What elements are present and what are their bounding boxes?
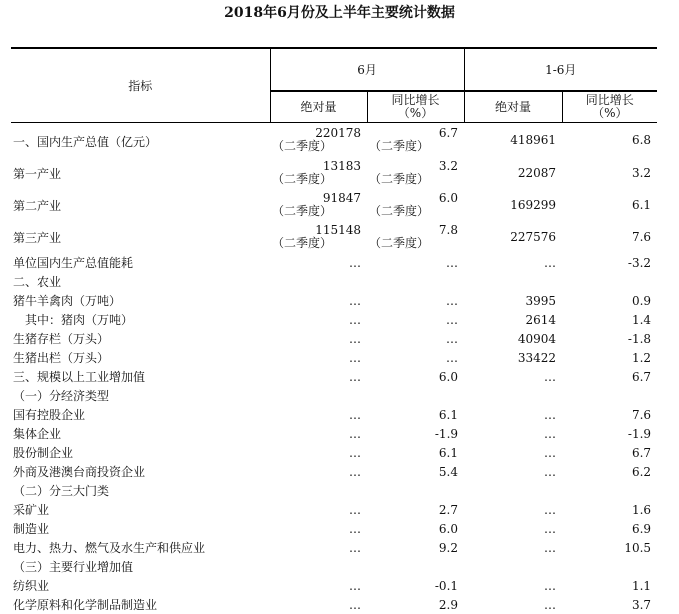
h1-absolute-cell: 2614 xyxy=(464,310,562,329)
row-label: 第一产业 xyxy=(11,157,270,189)
june-yoy-cell: 2.9 xyxy=(367,595,464,614)
header-yoy-line1: 同比增长 xyxy=(563,94,658,107)
h1-absolute-cell: 3995 xyxy=(464,291,562,310)
june-yoy-cell xyxy=(367,221,464,253)
row-label: 采矿业 xyxy=(11,500,270,519)
h1-absolute-cell: 169299 xyxy=(464,189,562,221)
row-label: 集体企业 xyxy=(11,424,270,443)
june-yoy-cell: 6.0 xyxy=(367,519,464,538)
h1-yoy-cell: 7.6 xyxy=(562,405,657,424)
header-june-absolute: 绝对量 xyxy=(270,91,367,123)
table-row xyxy=(11,519,657,538)
june-absolute-cell: … xyxy=(270,367,367,386)
row-label: 猪牛羊禽肉（万吨） xyxy=(11,291,270,310)
row-label: 第二产业 xyxy=(11,189,270,221)
h1-yoy-cell: -1.9 xyxy=(562,424,657,443)
h1-yoy-cell: 7.6 xyxy=(562,221,657,253)
h1-absolute-cell xyxy=(464,272,562,291)
row-label: 外商及港澳台商投资企业 xyxy=(11,462,270,481)
h1-absolute-cell xyxy=(464,386,562,405)
table-row xyxy=(11,500,657,519)
table-row xyxy=(11,348,657,367)
table-row xyxy=(11,481,657,500)
header-h1: 1-6月 xyxy=(464,48,657,91)
h1-absolute-cell xyxy=(464,481,562,500)
h1-yoy-cell: 1.6 xyxy=(562,500,657,519)
row-label: 国有控股企业 xyxy=(11,405,270,424)
june-absolute-cell: … xyxy=(270,405,367,424)
header-june-yoy xyxy=(367,91,464,123)
june-absolute-cell xyxy=(270,221,367,253)
row-label: （一）分经济类型 xyxy=(11,386,270,405)
june-yoy-cell xyxy=(367,481,464,500)
h1-yoy-cell: 6.2 xyxy=(562,462,657,481)
statistics-table xyxy=(11,47,657,614)
table-row xyxy=(11,272,657,291)
june-absolute-cell: … xyxy=(270,576,367,595)
row-label: 单位国内生产总值能耗 xyxy=(11,253,270,272)
row-label: （二）分三大门类 xyxy=(11,481,270,500)
h1-yoy-cell: -3.2 xyxy=(562,253,657,272)
june-absolute-cell xyxy=(270,123,367,158)
header-indicator: 指标 xyxy=(11,48,270,123)
june-absolute-cell: … xyxy=(270,500,367,519)
row-label: （三）主要行业增加值 xyxy=(11,557,270,576)
h1-yoy-cell: 1.4 xyxy=(562,310,657,329)
june-absolute-cell: … xyxy=(270,253,367,272)
june-absolute-cell xyxy=(270,157,367,189)
h1-absolute-cell: … xyxy=(464,367,562,386)
table-row xyxy=(11,557,657,576)
june-yoy-cell: -0.1 xyxy=(367,576,464,595)
cell-note: （二季度） xyxy=(270,205,361,218)
h1-yoy-cell: -1.8 xyxy=(562,329,657,348)
row-label: 制造业 xyxy=(11,519,270,538)
cell-value: 6.0 xyxy=(367,192,458,205)
row-label: 三、规模以上工业增加值 xyxy=(11,367,270,386)
june-yoy-cell: … xyxy=(367,291,464,310)
june-yoy-cell xyxy=(367,123,464,158)
h1-yoy-cell xyxy=(562,272,657,291)
row-label: 第三产业 xyxy=(11,221,270,253)
cell-note: （二季度） xyxy=(270,140,361,153)
june-absolute-cell: … xyxy=(270,462,367,481)
cell-note: （二季度） xyxy=(367,140,458,153)
table-row xyxy=(11,189,657,221)
h1-yoy-cell: 6.7 xyxy=(562,443,657,462)
table-row xyxy=(11,386,657,405)
june-absolute-cell xyxy=(270,189,367,221)
june-absolute-cell xyxy=(270,386,367,405)
page-title: 2018年6月份及上半年主要统计数据 xyxy=(0,2,679,22)
row-label: 化学原料和化学制品制造业 xyxy=(11,595,270,614)
h1-yoy-cell xyxy=(562,386,657,405)
june-absolute-cell: … xyxy=(270,519,367,538)
cell-note: （二季度） xyxy=(367,237,458,250)
table-row xyxy=(11,462,657,481)
h1-absolute-cell: 40904 xyxy=(464,329,562,348)
table-row xyxy=(11,538,657,557)
header-h1-absolute: 绝对量 xyxy=(464,91,562,123)
june-yoy-cell: … xyxy=(367,329,464,348)
h1-absolute-cell xyxy=(464,557,562,576)
june-yoy-cell xyxy=(367,157,464,189)
cell-note: （二季度） xyxy=(270,237,361,250)
cell-value: 7.8 xyxy=(367,224,458,237)
cell-value: 13183 xyxy=(270,160,361,173)
h1-absolute-cell: 418961 xyxy=(464,123,562,158)
h1-yoy-cell: 3.7 xyxy=(562,595,657,614)
june-yoy-cell: 6.1 xyxy=(367,405,464,424)
h1-absolute-cell: … xyxy=(464,424,562,443)
h1-absolute-cell: … xyxy=(464,538,562,557)
june-yoy-cell: -1.9 xyxy=(367,424,464,443)
row-label: 生猪存栏（万头） xyxy=(11,329,270,348)
june-yoy-cell: … xyxy=(367,348,464,367)
row-label: 电力、热力、燃气及水生产和供应业 xyxy=(11,538,270,557)
table-row xyxy=(11,367,657,386)
june-absolute-cell: … xyxy=(270,538,367,557)
row-label: 其中：猪肉（万吨） xyxy=(11,310,270,329)
h1-absolute-cell: 227576 xyxy=(464,221,562,253)
table-row xyxy=(11,576,657,595)
table-row xyxy=(11,253,657,272)
h1-yoy-cell: 0.9 xyxy=(562,291,657,310)
h1-yoy-cell: 1.1 xyxy=(562,576,657,595)
table-row xyxy=(11,221,657,253)
cell-value: 220178 xyxy=(270,127,361,140)
june-absolute-cell: … xyxy=(270,348,367,367)
h1-yoy-cell: 6.8 xyxy=(562,123,657,158)
h1-absolute-cell: … xyxy=(464,595,562,614)
h1-yoy-cell: 6.9 xyxy=(562,519,657,538)
june-yoy-cell: … xyxy=(367,253,464,272)
header-yoy-line1: 同比增长 xyxy=(368,94,464,107)
h1-absolute-cell: 22087 xyxy=(464,157,562,189)
table-row xyxy=(11,157,657,189)
june-absolute-cell: … xyxy=(270,291,367,310)
june-yoy-cell: 6.1 xyxy=(367,443,464,462)
table-row xyxy=(11,291,657,310)
h1-absolute-cell: … xyxy=(464,519,562,538)
h1-absolute-cell: 33422 xyxy=(464,348,562,367)
row-label: 生猪出栏（万头） xyxy=(11,348,270,367)
h1-yoy-cell: 3.2 xyxy=(562,157,657,189)
cell-note: （二季度） xyxy=(270,173,361,186)
h1-yoy-cell: 6.7 xyxy=(562,367,657,386)
june-yoy-cell xyxy=(367,557,464,576)
h1-yoy-cell xyxy=(562,557,657,576)
june-yoy-cell xyxy=(367,189,464,221)
cell-note: （二季度） xyxy=(367,205,458,218)
june-yoy-cell: 9.2 xyxy=(367,538,464,557)
table-row xyxy=(11,443,657,462)
june-yoy-cell xyxy=(367,272,464,291)
table-body xyxy=(11,123,657,614)
header-h1-yoy xyxy=(562,91,657,123)
cell-value: 6.7 xyxy=(367,127,458,140)
june-yoy-cell: 6.0 xyxy=(367,367,464,386)
june-absolute-cell: … xyxy=(270,310,367,329)
h1-absolute-cell: … xyxy=(464,500,562,519)
table-row xyxy=(11,405,657,424)
h1-yoy-cell: 10.5 xyxy=(562,538,657,557)
header-yoy-line2: （%） xyxy=(563,107,658,120)
june-absolute-cell: … xyxy=(270,595,367,614)
june-absolute-cell xyxy=(270,557,367,576)
row-label: 纺织业 xyxy=(11,576,270,595)
h1-yoy-cell xyxy=(562,481,657,500)
june-yoy-cell: 5.4 xyxy=(367,462,464,481)
cell-value: 3.2 xyxy=(367,160,458,173)
june-yoy-cell: 2.7 xyxy=(367,500,464,519)
h1-absolute-cell: … xyxy=(464,576,562,595)
row-label: 一、国内生产总值（亿元） xyxy=(11,123,270,158)
h1-yoy-cell: 6.1 xyxy=(562,189,657,221)
june-absolute-cell: … xyxy=(270,424,367,443)
june-absolute-cell: … xyxy=(270,443,367,462)
table-row xyxy=(11,595,657,614)
h1-absolute-cell: … xyxy=(464,253,562,272)
header-june: 6月 xyxy=(270,48,464,91)
june-yoy-cell xyxy=(367,386,464,405)
row-label: 二、农业 xyxy=(11,272,270,291)
h1-absolute-cell: … xyxy=(464,462,562,481)
h1-yoy-cell: 1.2 xyxy=(562,348,657,367)
cell-value: 115148 xyxy=(270,224,361,237)
june-absolute-cell xyxy=(270,481,367,500)
header-yoy-line2: （%） xyxy=(368,107,464,120)
table-row xyxy=(11,424,657,443)
june-absolute-cell xyxy=(270,272,367,291)
june-yoy-cell: … xyxy=(367,310,464,329)
row-label: 股份制企业 xyxy=(11,443,270,462)
cell-value: 91847 xyxy=(270,192,361,205)
table-row xyxy=(11,310,657,329)
cell-note: （二季度） xyxy=(367,173,458,186)
h1-absolute-cell: … xyxy=(464,443,562,462)
h1-absolute-cell: … xyxy=(464,405,562,424)
table-row xyxy=(11,329,657,348)
table-row xyxy=(11,123,657,158)
june-absolute-cell: … xyxy=(270,329,367,348)
